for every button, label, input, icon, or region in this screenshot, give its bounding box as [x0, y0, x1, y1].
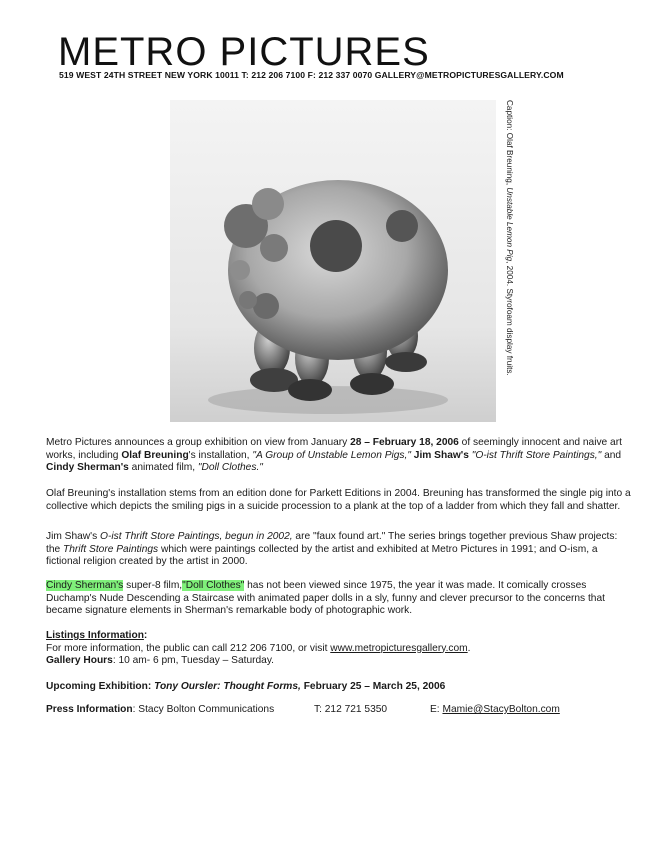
listings-section: Listings Information: For more information, the public can call 212 206 7100, or visit www.metropicturesgallery.com. Gallery Hours: 10 am- 6 pm, Tuesday – Saturday. — [46, 630, 471, 667]
artwork-photo — [170, 100, 496, 422]
sherman-paragraph: Cindy Sherman's super-8 film,"Doll Clothes" has not been viewed since 1975, the year it was made. It comically crosses Duchamp's Nude Descending a Staircase with animated paper dolls in a sly, funny and clever precursor to the concerns that became signature elements in Sherman's remarkable body of photographic work. — [46, 580, 605, 617]
press-phone: T: 212 721 5350 — [314, 704, 388, 715]
gallery-address: 519 WEST 24TH STREET NEW YORK 10011 T: 212 206 7100 F: 212 337 0070 GALLERY@METROPICTURESGALLERY.COM — [59, 70, 564, 80]
photo-caption: Caption: Olaf Breuning, Unstable Lemon Pig, 2004. Styrofoam display fruits. — [505, 100, 514, 376]
lemon-pig-sculpture-image — [170, 100, 496, 422]
upcoming-exhibition: Upcoming Exhibition: Tony Oursler: Thought Forms, February 25 – March 25, 2006 — [46, 681, 446, 692]
gallery-hours-label: Gallery Hours — [46, 655, 113, 667]
breuning-paragraph: Olaf Breuning's installation stems from an edition done for Parkett Editions in 2004. Breuning has transformed the single pig into a collective which depicts the smiling pigs in a suicide procession to a plank at the top of a ladder from which they fall and shatter. — [46, 488, 631, 512]
gallery-website-link[interactable]: www.metropicturesgallery.com — [330, 642, 468, 654]
shaw-paragraph: Jim Shaw's O-ist Thrift Store Paintings, begun in 2002, are "faux found art." The series brings together previous Shaw projects: the Thrift Store Paintings which were paintings collected by the artist and exhibited at Metro Pictures in 1991; and O-ism, a fictional religion created by the artist in 2000. — [46, 531, 618, 568]
highlighted-title: "Doll Clothes" — [182, 580, 245, 591]
press-email-link[interactable]: Mamie@StacyBolton.com — [442, 704, 560, 715]
listings-heading: Listings Information — [46, 630, 144, 641]
intro-paragraph: Metro Pictures announces a group exhibition on view from January 28 – February 18, 2006 of seemingly innocent and naive art works, including Olaf Breuning's installation, "A Group of Unstable Lemon Pigs," Jim Shaw's "O-ist Thrift Store Paintings," and Cindy Sherman's animated film, "Doll Clothes." — [46, 437, 622, 474]
highlighted-artist: Cindy Sherman's — [46, 580, 124, 591]
press-information: Press Information: Stacy Bolton Communications T: 212 721 5350 E: Mamie@StacyBolton.com — [46, 704, 560, 715]
gallery-logo: METRO PICTURES — [58, 30, 430, 74]
